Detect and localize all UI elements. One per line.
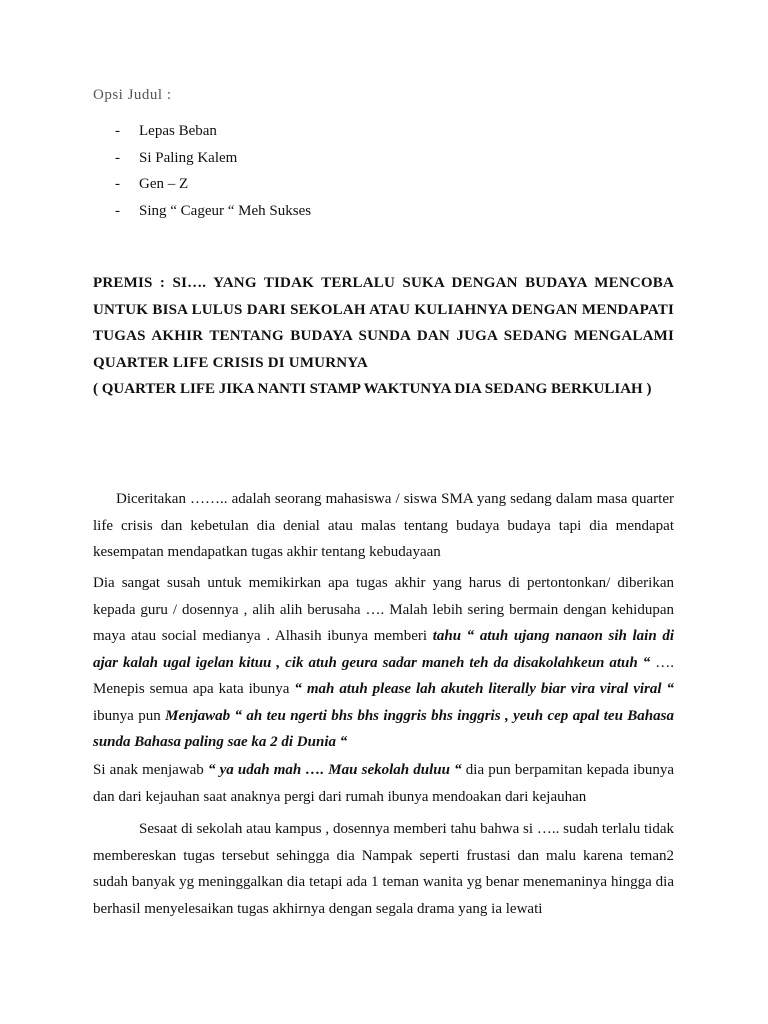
dialogue-text: “ mah atuh please lah akuteh literally biar vira viral viral “ <box>294 681 675 697</box>
story-paragraph-3 <box>93 757 674 810</box>
paragraph-text: dia pun berpamitan kepada ibunya dan dari kejauhan saat anaknya pergi dari rumah ibunya mendoakan dari kejauhan <box>93 762 675 805</box>
story-paragraph-2 <box>93 570 674 756</box>
title-option: Sing “ Cageur “ Meh Sukses <box>139 203 312 220</box>
list-dash: - <box>115 203 120 220</box>
story-paragraph-1: Diceritakan …….. adalah seorang mahasiswa / siswa SMA yang sedang dalam masa quarter life crisis dan kebetulan dia denial atau malas tentang budaya budaya tapi dia mendapat kesempatan mendapatkan tugas akhir tentang kebudayaan <box>93 491 674 560</box>
premise-note: ( QUARTER LIFE JIKA NANTI STAMP WAKTUNYA DIA SEDANG BERKULIAH ) <box>93 381 652 397</box>
list-dash: - <box>115 176 120 193</box>
paragraph-text: ibunya pun <box>93 707 161 724</box>
list-dash: - <box>115 123 120 139</box>
dialogue-text: Menjawab “ ah teu ngerti bhs bhs inggris bhs inggris , yeuh cep apal teu Bahasa sunda Bahasa paling sae ka 2 di Dunia “ <box>93 707 674 750</box>
title-option: Gen – Z <box>139 176 189 193</box>
list-dash: - <box>115 149 120 166</box>
story-paragraph-4: Sesaat di sekolah atau kampus , dosennya memberi tahu bahwa si ….. sudah terlalu tidak membereskan tugas tersebut sehingga dia Nampak seperti frustasi dan malu karena teman2 sudah banyak yg meninggalkan dia tetapi ada 1 teman wanita yg benar menemaninya hingga dia berhasil menyelesaikan tugas akhirnya dengan segala drama yang ia lewati <box>93 821 674 917</box>
premise-paragraph: PREMIS : SI…. YANG TIDAK TERLALU SUKA DENGAN BUDAYA MENCOBA UNTUK BISA LULUS DARI SEKOLAH ATAU KULIAHNYA DENGAN MENDAPATI TUGAS AKHIR TENTANG BUDAYA SUNDA DAN JUGA SEDANG MENGALAMI QUARTER LIFE CRISIS DI UMURNYA <box>93 275 674 371</box>
opsi-judul-heading: Opsi Judul : <box>93 87 172 103</box>
title-option: Si Paling Kalem <box>139 149 238 166</box>
paragraph-text: Si anak menjawab <box>93 762 204 778</box>
dialogue-text: “ ya udah mah …. Mau sekolah duluu “ <box>207 762 462 778</box>
title-option: Lepas Beban <box>139 123 217 139</box>
paragraph-text: Dia sangat susah untuk memikirkan apa tugas akhir yang harus di pertontonkan/ diberikan kepada guru / dosennya , alih alih berusaha …. Malah lebih sering bermain dengan kehidupan maya atau social medianya . Alhasih ibunya memberi <box>93 575 674 644</box>
paragraph-text: …. Menepis semua apa kata ibunya <box>93 654 674 697</box>
dialogue-text: tahu “ atuh ujang nanaon sih lain di ajar kalah ugal igelan kituu , cik atuh geura sadar maneh teh da disakolahkeun atuh “ <box>93 628 674 671</box>
